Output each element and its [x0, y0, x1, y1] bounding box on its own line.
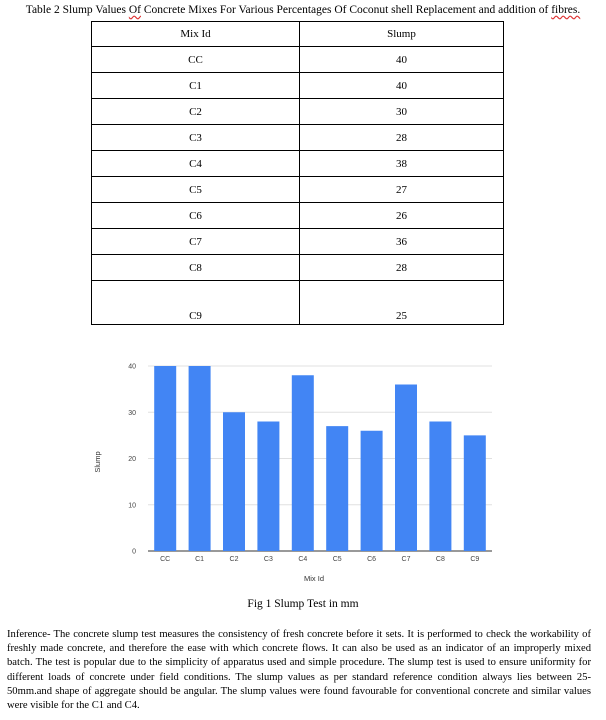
slump-cell: 26 — [300, 203, 504, 229]
slump-cell: 40 — [300, 73, 504, 99]
inference-paragraph: Inference- The concrete slump test measures the consistency of fresh concrete before it sets. It is performed to check the workability of freshly made concrete, and therefore the ease with which concrete flows. It can also be used as an indicator of an improperly mixed batch. The test is popular due to the simplicity of apparatus used and simple procedure. The slump test is used to ensure uniformity for different loads of concrete under field conditions. The slump values as per standard reference condition always lies between 25-50mm.and shape of aggregate should be angular. The slump values were found favourable for conventional concrete and similar values were visible for the C1 and C4. — [7, 629, 591, 712]
mix-id-cell: C1 — [92, 73, 300, 99]
chart-x-axis-label: Mix Id — [303, 574, 325, 583]
x-tick-label: C1 — [195, 556, 205, 563]
table-body — [92, 47, 504, 325]
header-slump: Slump — [300, 22, 504, 47]
table-caption-part: fibres. — [551, 4, 581, 16]
chart-y-axis-label: Slump — [93, 451, 102, 473]
mix-id-cell: C6 — [92, 203, 300, 229]
slump-cell: 25 — [300, 281, 504, 325]
slump-cell: 36 — [300, 229, 504, 255]
table-row — [92, 151, 504, 177]
figure-caption: Fig 1 Slump Test in mm — [247, 598, 359, 610]
x-tick-label: C7 — [401, 556, 411, 563]
x-tick-label: CC — [160, 556, 171, 563]
mix-id-cell: C2 — [92, 99, 300, 125]
table-caption-part: Of — [128, 4, 141, 16]
y-tick-label: 40 — [128, 363, 136, 371]
table-row — [92, 99, 504, 125]
bar-c3 — [257, 422, 279, 552]
bar-c6 — [361, 431, 383, 551]
chart-y-ticks — [128, 364, 136, 556]
mix-id-cell: C5 — [92, 177, 300, 203]
table-row — [92, 203, 504, 229]
y-tick-label: 30 — [128, 409, 136, 417]
x-tick-label: C2 — [229, 556, 239, 563]
bar-cc — [154, 366, 176, 551]
x-tick-label: C9 — [470, 556, 480, 563]
slump-cell: 40 — [300, 47, 504, 73]
mix-id-cell: C3 — [92, 125, 300, 151]
bar-c4 — [292, 375, 314, 551]
bar-c5 — [326, 426, 348, 551]
table-row — [92, 73, 504, 99]
table-caption — [0, 4, 606, 16]
table-row — [92, 177, 504, 203]
slump-bar-chart — [88, 352, 508, 592]
y-tick-label: 20 — [128, 456, 136, 463]
x-tick-label: C6 — [367, 556, 377, 563]
bar-c7 — [395, 385, 417, 552]
mix-id-cell: C4 — [92, 151, 300, 177]
bar-c2 — [223, 412, 245, 551]
header-mix-id: Mix Id — [92, 22, 300, 47]
table-row — [92, 47, 504, 73]
table-row — [92, 255, 504, 281]
x-tick-label: C8 — [435, 556, 445, 563]
bar-c9 — [464, 435, 486, 551]
slump-table — [91, 21, 504, 325]
slump-cell: 30 — [300, 99, 504, 125]
y-tick-label: 10 — [128, 502, 136, 510]
slump-cell: 27 — [300, 177, 504, 203]
x-tick-label: C4 — [298, 556, 308, 563]
table-row — [92, 125, 504, 151]
mix-id-cell: C9 — [92, 281, 300, 325]
table-row — [92, 281, 504, 325]
mix-id-cell: C8 — [92, 255, 300, 281]
table-row — [92, 229, 504, 255]
mix-id-cell: CC — [92, 47, 300, 73]
chart-x-ticks — [160, 556, 479, 563]
slump-cell: 28 — [300, 255, 504, 281]
x-tick-label: C3 — [263, 556, 273, 563]
mix-id-cell: C7 — [92, 229, 300, 255]
slump-cell: 38 — [300, 151, 504, 177]
slump-cell: 28 — [300, 125, 504, 151]
table-caption-part: Concrete Mixes For Various Percentages Of Coconut shell Replacement and addition of — [141, 4, 552, 16]
table-header-row — [92, 22, 504, 47]
bar-c8 — [429, 422, 451, 552]
y-tick-label: 0 — [132, 548, 136, 556]
x-tick-label: C5 — [332, 556, 342, 563]
bar-c1 — [189, 366, 211, 551]
table-caption-part: Table 2 Slump Values — [25, 4, 129, 16]
